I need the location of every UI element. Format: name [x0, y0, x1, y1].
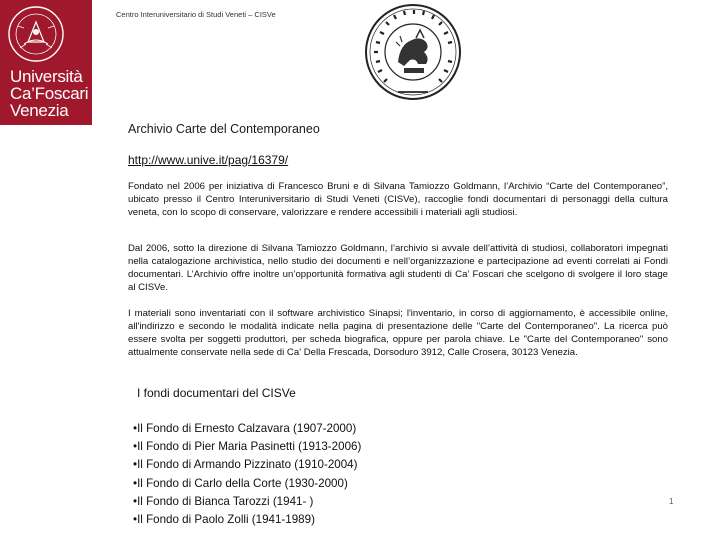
- archive-link[interactable]: http://www.unive.it/pag/16379/: [128, 153, 289, 167]
- list-item: • Il Fondo di Bianca Tarozzi (1941- ): [133, 493, 361, 511]
- fondi-heading: I fondi documentari del CISVe: [137, 386, 296, 400]
- list-item: • Il Fondo di Armando Pizzinato (1910-2004): [133, 456, 361, 474]
- list-item: • Il Fondo di Carlo della Corte (1930-2000): [133, 475, 361, 493]
- paragraph-foundation: Fondato nel 2006 per iniziativa di Francesco Bruni e di Silvana Tamiozzo Goldmann, l’Archivio “Carte del Contemporaneo”, ubicato presso il Centro Interuniversitario di Studi Veneti (CISVe), raccoglie fondi documentari di personaggi della cultura veneta, con lo scopo di conservare, valorizzare e rendere accessibili i materiali agli studiosi.: [128, 181, 668, 218]
- list-item: • Il Fondo di Pier Maria Pasinetti (1913-2006): [133, 438, 361, 456]
- page-title: Archivio Carte del Contemporaneo: [128, 122, 320, 136]
- page-number: 1: [669, 497, 674, 506]
- logo-line: Università: [10, 67, 83, 86]
- ca-foscari-logo: [0, 0, 92, 125]
- header-centre-name: Centro Interuniversitario di Studi Veneti – CISVe: [116, 10, 276, 19]
- fondi-list: [133, 420, 361, 529]
- list-item: • Il Fondo di Paolo Zolli (1941-1989): [133, 511, 361, 529]
- paragraph-direction: Dal 2006, sotto la direzione di Silvana Tamiozzo Goldmann, l’archivio si avvale dell’attività di studiosi, collaboratori impegnati nella catalogazione archivistica, nello studio dei documenti e nell’organizzazione e partecipazione ad eventi correlati ai Fondi documentari. L’Archivio offre inoltre un’opportunità formativa agli studenti di Ca’ Foscari che scelgono di svolgere il loro stage al CISVe.: [128, 243, 668, 293]
- paragraph-materials: I materiali sono inventariati con il software archivistico Sinapsi; l'inventario, in corso di aggiornamento, è accessibile online, all'indirizzo e secondo le modalità indicate nella pagina di presentazione delle "Carte del Contemporaneo". La ricerca può essere svolta per soggetti produttori, per scheda biografica, oppure per parola chiave. Le "Carte del Contemporaneo" sono attualmente conservate nella sede di Ca' Della Frescada, Dorsoduro 3912, Calle Crosera, 30123 Venezia.: [128, 308, 668, 358]
- logo-line: Venezia: [10, 101, 69, 120]
- university-seal-icon: [6, 4, 66, 64]
- logo-line: Ca’Foscari: [10, 84, 89, 103]
- list-item: • Il Fondo di Ernesto Calzavara (1907-2000): [133, 420, 361, 438]
- cisve-seal-icon: [360, 2, 466, 102]
- university-name: [10, 68, 92, 119]
